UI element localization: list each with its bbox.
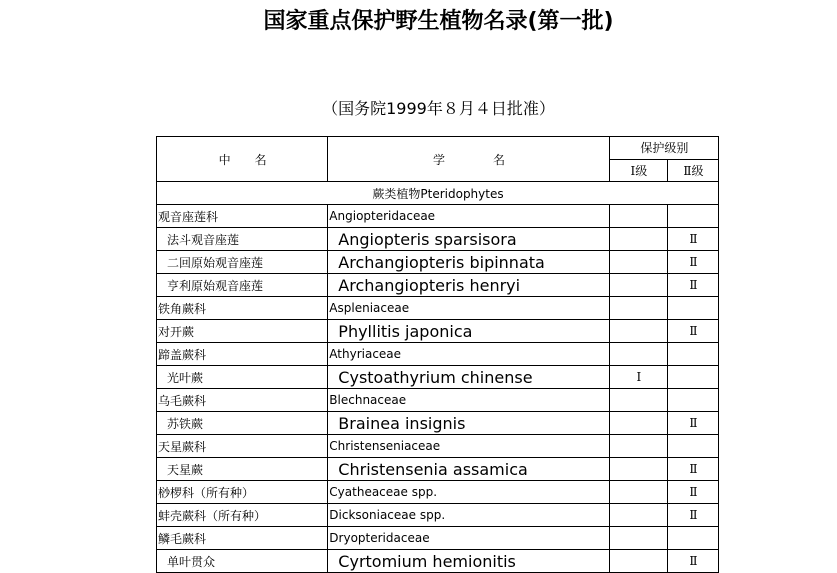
level-2-cell: Ⅱ [667, 412, 718, 435]
species-scientific-name: Phyllitis japonica [328, 320, 609, 343]
level-2-cell [667, 389, 718, 412]
level-2-cell: Ⅱ [667, 481, 718, 504]
level-2-cell [667, 205, 718, 228]
header-scientific-name: 学 名 [328, 137, 609, 182]
species-chinese-name: 苏铁蕨 [157, 412, 328, 435]
family-chinese-name: 蹄盖蕨科 [157, 343, 328, 366]
family-row [157, 389, 719, 412]
family-scientific-name: Dryopteridaceae [328, 527, 609, 550]
species-row [157, 412, 719, 435]
family-scientific-name: Angiopteridaceae [328, 205, 609, 228]
level-1-cell: Ⅰ [609, 366, 667, 389]
species-chinese-name: 天星蕨 [157, 458, 328, 481]
level-2-cell: Ⅱ [667, 274, 718, 297]
family-scientific-name: Cyatheaceae spp. [328, 481, 609, 504]
species-scientific-name: Cystoathyrium chinense [328, 366, 609, 389]
document-title: 国家重点保护野生植物名录(第一批) [263, 9, 614, 34]
species-chinese-name: 法斗观音座莲 [157, 228, 328, 251]
level-1-cell [609, 251, 667, 274]
level-1-cell [609, 320, 667, 343]
family-chinese-name: 蚌壳蕨科（所有种） [157, 504, 328, 527]
level-2-cell [667, 343, 718, 366]
header-chinese-name: 中 名 [157, 137, 328, 182]
family-scientific-name: Christenseniaceae [328, 435, 609, 458]
species-row [157, 274, 719, 297]
family-row [157, 205, 719, 228]
level-1-cell [609, 435, 667, 458]
level-1-cell [609, 412, 667, 435]
level-1-cell [609, 228, 667, 251]
level-1-cell [609, 205, 667, 228]
species-scientific-name: Cyrtomium hemionitis [328, 550, 609, 573]
family-chinese-name: 观音座莲科 [157, 205, 328, 228]
species-chinese-name: 单叶贯众 [157, 550, 328, 573]
plant-list-table [156, 136, 719, 573]
level-2-cell [667, 527, 718, 550]
species-row [157, 251, 719, 274]
family-chinese-name: 鳞毛蕨科 [157, 527, 328, 550]
family-row [157, 435, 719, 458]
family-chinese-name: 乌毛蕨科 [157, 389, 328, 412]
family-chinese-name: 桫椤科（所有种） [157, 481, 328, 504]
level-1-cell [609, 550, 667, 573]
species-chinese-name: 对开蕨 [157, 320, 328, 343]
level-2-cell [667, 366, 718, 389]
level-2-cell: Ⅱ [667, 550, 718, 573]
family-chinese-name: 铁角蕨科 [157, 297, 328, 320]
level-1-cell [609, 504, 667, 527]
species-chinese-name: 光叶蕨 [157, 366, 328, 389]
level-2-cell [667, 297, 718, 320]
table-header-row [157, 137, 719, 160]
header-level-2: Ⅱ级 [667, 159, 718, 182]
species-scientific-name: Archangiopteris henryi [328, 274, 609, 297]
species-scientific-name: Christensenia assamica [328, 458, 609, 481]
header-protection-level: 保护级别 [609, 137, 718, 160]
level-1-cell [609, 343, 667, 366]
level-2-cell: Ⅱ [667, 228, 718, 251]
level-1-cell [609, 481, 667, 504]
family-scientific-name: Aspleniaceae [328, 297, 609, 320]
group-row [157, 182, 719, 205]
species-chinese-name: 二回原始观音座莲 [157, 251, 328, 274]
family-row [157, 297, 719, 320]
family-scientific-name: Blechnaceae [328, 389, 609, 412]
level-2-cell: Ⅱ [667, 458, 718, 481]
level-1-cell [609, 458, 667, 481]
level-1-cell [609, 297, 667, 320]
species-row [157, 458, 719, 481]
level-2-cell: Ⅱ [667, 504, 718, 527]
species-chinese-name: 亨利原始观音座莲 [157, 274, 328, 297]
species-row [157, 320, 719, 343]
document-subtitle: （国务院1999年８月４日批准） [322, 99, 555, 118]
level-1-cell [609, 274, 667, 297]
species-scientific-name: Brainea insignis [328, 412, 609, 435]
family-row [157, 504, 719, 527]
level-2-cell: Ⅱ [667, 320, 718, 343]
header-level-1: Ⅰ级 [609, 159, 667, 182]
family-row [157, 481, 719, 504]
species-scientific-name: Archangiopteris bipinnata [328, 251, 609, 274]
species-row [157, 550, 719, 573]
family-row [157, 527, 719, 550]
level-2-cell [667, 435, 718, 458]
group-label: 蕨类植物Pteridophytes [157, 182, 719, 205]
level-1-cell [609, 389, 667, 412]
species-row [157, 366, 719, 389]
family-scientific-name: Dicksoniaceae spp. [328, 504, 609, 527]
family-row [157, 343, 719, 366]
family-scientific-name: Athyriaceae [328, 343, 609, 366]
species-scientific-name: Angiopteris sparsisora [328, 228, 609, 251]
level-2-cell: Ⅱ [667, 251, 718, 274]
family-chinese-name: 天星蕨科 [157, 435, 328, 458]
level-1-cell [609, 527, 667, 550]
species-row [157, 228, 719, 251]
